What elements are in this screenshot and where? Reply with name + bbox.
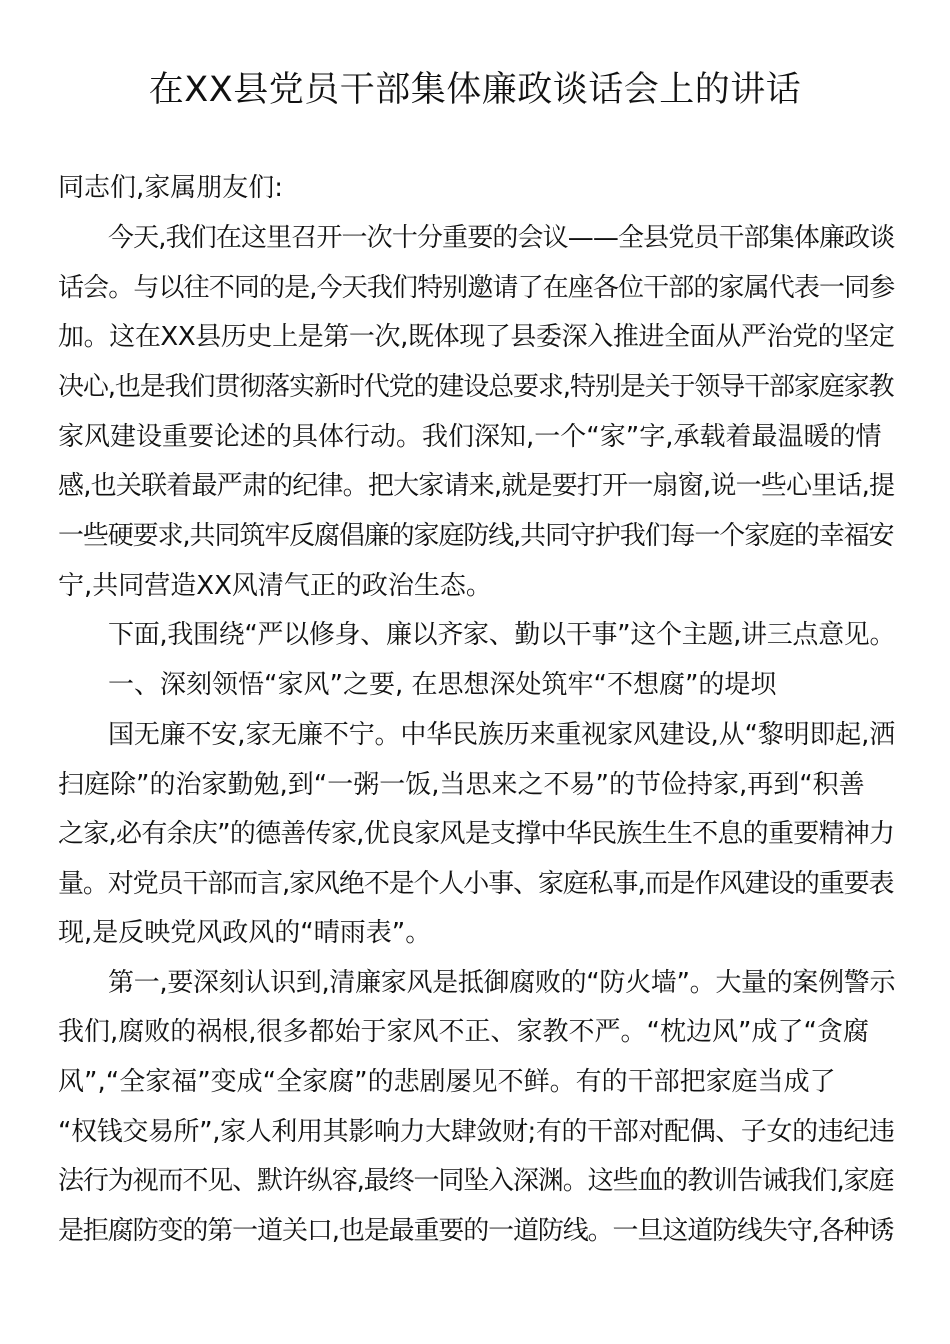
body-line: “权钱交易所”,家人利用其影响力大肆敛财;有的干部对配偶、子女的违纪违 [58,1117,895,1147]
body-line: 加。这在XX县历史上是第一次,既体现了县委深入推进全面从严治党的坚定 [58,322,895,352]
body-line: 一些硬要求,共同筑牢反腐倡廉的家庭防线,共同守护我们每一个家庭的幸福安 [58,521,894,551]
body-line: 今天,我们在这里召开一次十分重要的会议——全县党员干部集体廉政谈 [108,223,895,253]
body-line: 量。对党员干部而言,家风绝不是个人小事、家庭私事,而是作风建设的重要表 [58,869,894,899]
body-line: 国无廉不安,家无廉不宁。中华民族历来重视家风建设,从“黎明即起,洒 [108,720,896,750]
body-line: 感,也关联着最严肃的纪律。把大家请来,就是要打开一扇窗,说一些心里话,提 [58,471,895,501]
body-line: 法行为视而不见、默许纵容,最终一同坠入深渊。这些血的教训告诫我们,家庭 [58,1166,894,1196]
body-line: 决心,也是我们贯彻落实新时代党的建设总要求,特别是关于领导干部家庭家教 [58,372,894,402]
body-line: 现,是反映党风政风的“晴雨表”。 [58,918,432,948]
body-line: 之家,必有余庆”的德善传家,优良家风是支撑中华民族生生不息的重要精神力 [58,819,895,849]
section-heading: 一、深刻领悟“家风”之要, 在思想深处筑牢“不想腐”的堤坝 [108,670,777,700]
body-line: 我们,腐败的祸根,很多都始于家风不正、家教不严。“枕边风”成了“贪腐 [58,1017,869,1047]
body-line: 话会。与以往不同的是,今天我们特别邀请了在座各位干部的家属代表一同参 [58,273,895,303]
salutation: 同志们,家属朋友们: [58,173,284,203]
body-line: 家风建设重要论述的具体行动。我们深知,一个“家”字,承载着最温暖的情 [58,422,882,452]
body-line: 第一,要深刻认识到,清廉家风是抵御腐败的“防火墙”。大量的案例警示 [108,968,896,998]
speech-title: 在XX县党员干部集体廉政谈话会上的讲话 [148,70,802,110]
body-line: 扫庭除”的治家勤勉,到“一粥一饭,当思来之不易”的节俭持家,再到“积善 [58,770,865,800]
body-line: 宁,共同营造XX风清气正的政治生态。 [58,571,492,601]
body-line: 下面,我围绕“严以修身、廉以齐家、勤以干事”这个主题,讲三点意见。 [108,620,896,650]
body-line: 风”,“全家福”变成“全家腐”的悲剧屡见不鲜。有的干部把家庭当成了 [58,1067,836,1097]
body-line: 是拒腐防变的第一道关口,也是最重要的一道防线。一旦这道防线失守,各种诱 [58,1216,894,1246]
